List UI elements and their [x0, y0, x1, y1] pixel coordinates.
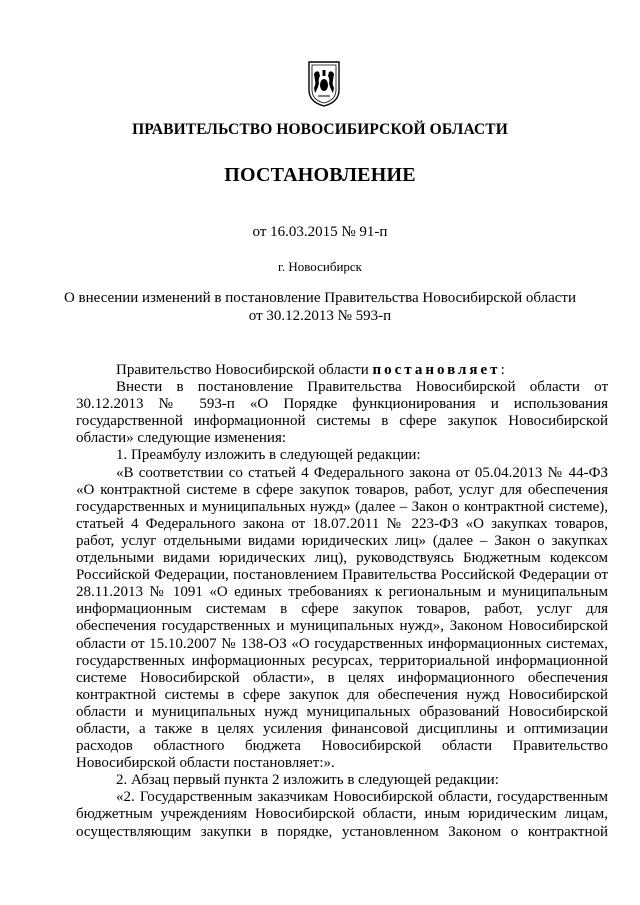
intro-prefix: Правительство Новосибирской области	[116, 362, 373, 378]
intro-paragraph	[76, 362, 608, 379]
document-body	[76, 362, 608, 841]
subject-line-2: от 30.12.2013 № 593-п	[248, 307, 392, 324]
coat-of-arms-icon	[306, 60, 342, 108]
document-title: ПОСТАНОВЛЕНИЕ	[224, 164, 416, 186]
city: г. Новосибирск	[277, 259, 362, 274]
subject-line-1: О внесении изменений в постановление Правительства Новосибирской области	[63, 290, 577, 306]
intro-suffix: :	[500, 362, 505, 378]
paragraph-1: Внести в постановление Правительства Новосибирской области от 30.12.2013 № 593-п «О Порядке функционирования и использования государственной информационной системы в сфере закупок Новосибирской области» следующие изменения:	[76, 379, 608, 447]
item-2: 2. Абзац первый пункта 2 изложить в следующей редакции:	[116, 772, 499, 789]
government-name: ПРАВИТЕЛЬСТВО НОВОСИБИРСКОЙ ОБЛАСТИ	[132, 121, 508, 138]
document-subject	[0, 290, 640, 325]
date-number: от 16.03.2015 № 91-п	[252, 224, 388, 240]
quote-1: «В соответствии со статьей 4 Федерального закона от 05.04.2013 № 44-ФЗ «О контрактной системе в сфере закупок товаров, работ, услуг для обеспечения государственных и муниципальных нужд» (далее – Закон о контрактной системе), статьей 4 Федерального закона от 18.07.2011 № 223-ФЗ «О закупках товаров, работ, услуг отдельными видами юридических лиц» (далее – Закон о закупках отдельными видами юридических лиц), руководствуясь Бюджетным кодексом Российской Федерации, постановлением Правительства Российской Федерации от 28.11.2013 № 1091 «О единых требованиях к региональным и муниципальным информационным системам в сфере закупок товаров, работ, услуг для обеспечения государственных и муниципальных нужд», Законом Новосибирской области от 15.10.2007 № 138-ОЗ «О государственных информационных системах, государственных информационных ресурсах, территориальной информационной системе Новосибирской области», в целях информационного обеспечения контрактной системы в сфере закупок для обеспечения нужд Новосибирской области и муниципальных нужд муниципальных образований Новосибирской области, а также в целях усиления финансовой дисциплины и оптимизации расходов областного бюджета Новосибирской области Правительство Новосибирской области постановляет:».	[76, 464, 608, 772]
quote-2: «2. Государственным заказчикам Новосибирской области, государственным бюджетным учреждениям Новосибирской области, иным юридическим лицам, осуществляющим закупки в порядке, установленном Законом о контрактной	[76, 789, 608, 840]
intro-spaced-word: постановляет	[372, 362, 501, 378]
item-1: 1. Преамбулу изложить в следующей редакции:	[116, 447, 421, 464]
